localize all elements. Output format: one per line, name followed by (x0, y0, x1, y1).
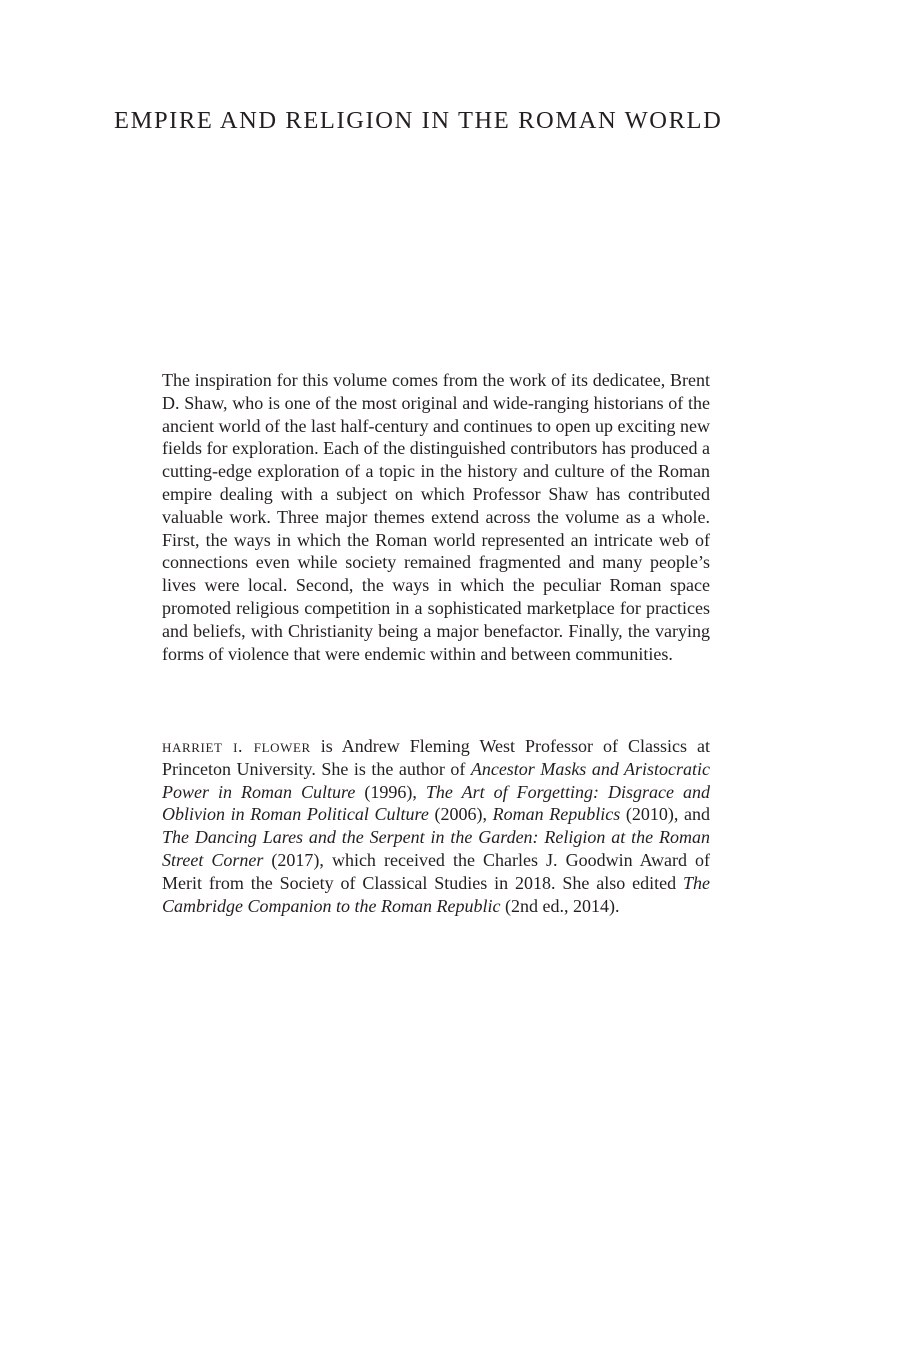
work-title: The Art of Forgetting: Disgrace and Oblivion in Roman Political Culture (162, 781, 710, 825)
author-name: harriet i. flower (162, 736, 311, 756)
author-bio (162, 735, 710, 917)
work-year: (2010), and (620, 804, 710, 825)
bio-intro: is Andrew Fleming West Professor of Classics at Princeton University. She is the author of (162, 736, 710, 779)
description-paragraph: The inspiration for this volume comes from the work of its dedicatee, Brent D. Shaw, who is one of the most original and wide-ranging historians of the ancient world of the last half-century and continues to open up exciting new fields for exploration. Each of the distinguished contributors has produced a cutting-edge exploration of a topic in the history and culture of the Roman empire dealing with a subject on which Professor Shaw has contributed valuable work. Three major themes extend across the volume as a whole. First, the ways in which the Roman world represented an intricate web of connections even while society remained fragmented and many people’s lives were local. Second, the ways in which the peculiar Roman space promoted religious competition in a sophisticated marketplace for practices and beliefs, with Christianity being a major benefactor. Finally, the varying forms of violence that were endemic within and between communities. (162, 370, 710, 664)
work-title: The Dancing Lares and the Serpent in the Garden: Religion at the Roman Street Corner (162, 827, 710, 870)
work-year: (2nd ed., 2014). (500, 895, 620, 916)
work-year: (1996), (355, 781, 426, 802)
work-title: Roman Republics (492, 804, 621, 825)
book-description (162, 369, 710, 665)
bio-paragraph (162, 735, 710, 917)
work-year: (2006), (428, 804, 493, 825)
work-title: The Cambridge Companion to the Roman Republic (162, 872, 710, 916)
work-title: Ancestor Masks and Aristocratic Power in Roman Culture (162, 758, 710, 802)
page-title: EMPIRE AND RELIGION IN THE ROMAN WORLD (114, 107, 723, 134)
work-year: (2017), which received the Charles J. Goodwin Award of Merit from the Society of Classical Studies in 2018. She also edited (162, 849, 710, 893)
